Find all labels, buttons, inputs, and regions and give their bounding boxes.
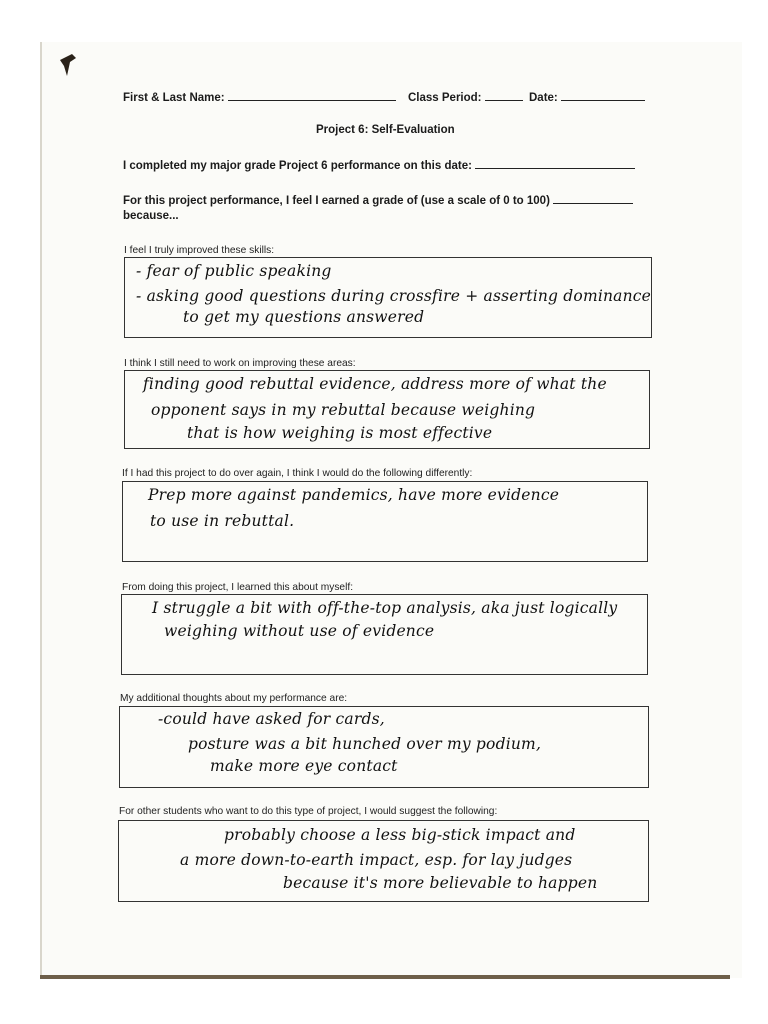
section-4-prompt: From doing this project, I learned this about myself: bbox=[122, 582, 354, 593]
grade-field bbox=[123, 193, 633, 207]
section-3-line-2: to use in rebuttal. bbox=[150, 512, 295, 530]
page-title: Project 6: Self-Evaluation bbox=[316, 124, 455, 136]
date-field bbox=[529, 90, 645, 104]
page-bottom-edge bbox=[40, 975, 730, 979]
completed-date-blank[interactable] bbox=[475, 158, 635, 169]
section-6-prompt: For other students who want to do this type of project, I would suggest the following: bbox=[119, 806, 498, 817]
section-5-line-1: -could have asked for cards, bbox=[158, 710, 385, 728]
section-4-line-1: I struggle a bit with off-the-top analysis, aka just logically bbox=[152, 599, 618, 617]
section-2-line-1: finding good rebuttal evidence, address more of what the bbox=[143, 375, 607, 393]
section-5-line-3: make more eye contact bbox=[210, 757, 398, 775]
section-6-line-1: probably choose a less big-stick impact and bbox=[224, 826, 576, 844]
paper-tear-mark bbox=[58, 52, 78, 78]
section-2-line-2: opponent says in my rebuttal because weighing bbox=[151, 401, 536, 419]
section-5-line-2: posture was a bit hunched over my podium, bbox=[188, 735, 542, 753]
name-field bbox=[123, 90, 396, 104]
section-3-line-1: Prep more against pandemics, have more evidence bbox=[148, 486, 560, 504]
period-field bbox=[408, 90, 523, 104]
section-5-prompt: My additional thoughts about my performance are: bbox=[120, 693, 348, 704]
section-3-prompt: If I had this project to do over again, I think I would do the following differently: bbox=[122, 468, 473, 479]
period-label: Class Period: bbox=[408, 92, 482, 104]
completed-field bbox=[123, 158, 635, 172]
name-label: First & Last Name: bbox=[123, 92, 225, 104]
section-1-line-1: - fear of public speaking bbox=[136, 262, 332, 280]
section-6-line-2: a more down-to-earth impact, esp. for lay judges bbox=[180, 851, 573, 869]
date-blank[interactable] bbox=[561, 90, 645, 101]
section-1-line-2: - asking good questions during crossfire + asserting dominance bbox=[136, 287, 652, 305]
grade-label: For this project performance, I feel I earned a grade of (use a scale of 0 to 100) bbox=[123, 195, 550, 207]
grade-blank[interactable] bbox=[553, 193, 633, 204]
date-label: Date: bbox=[529, 92, 558, 104]
grade-because-label: because... bbox=[123, 210, 179, 222]
name-blank[interactable] bbox=[228, 90, 396, 101]
section-2-prompt: I think I still need to work on improving these areas: bbox=[124, 358, 356, 369]
section-1-line-3: to get my questions answered bbox=[183, 308, 425, 326]
period-blank[interactable] bbox=[485, 90, 523, 101]
section-2-line-3: that is how weighing is most effective bbox=[187, 424, 493, 442]
section-1-prompt: I feel I truly improved these skills: bbox=[124, 245, 275, 256]
section-6-line-3: because it's more believable to happen bbox=[283, 874, 598, 892]
completed-label: I completed my major grade Project 6 performance on this date: bbox=[123, 160, 472, 172]
section-4-line-2: weighing without use of evidence bbox=[164, 622, 435, 640]
